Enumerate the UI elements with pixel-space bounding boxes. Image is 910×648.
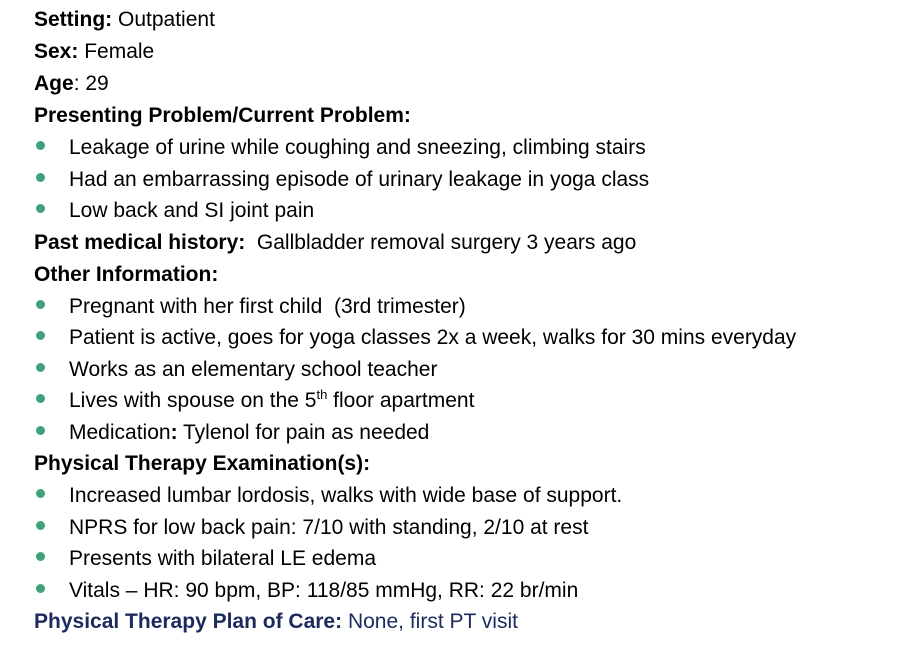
sex-line (34, 36, 894, 68)
medication-colon: : (170, 420, 178, 444)
other-information-list (34, 291, 894, 449)
bullet-icon (36, 426, 45, 435)
list-item-text: Works as an elementary school teacher (69, 357, 438, 381)
bullet-icon (36, 584, 45, 593)
bullet-icon (36, 489, 45, 498)
other-information-heading: Other Information: (34, 262, 219, 286)
presenting-problem-heading: Presenting Problem/Current Problem: (34, 104, 411, 127)
bullet-icon (36, 363, 45, 372)
list-item-text: Patient is active, goes for yoga classes 2x a week, walks for 30 mins everyday (69, 326, 797, 349)
bullet-icon (36, 173, 45, 182)
past-medical-history-value: Gallbladder removal surgery 3 years ago (256, 230, 637, 254)
plan-of-care-line (34, 606, 894, 638)
lives-text-superscript: th (316, 387, 328, 402)
list-item (34, 322, 894, 354)
list-item (34, 575, 894, 607)
list-item (34, 195, 894, 227)
list-item (34, 354, 894, 386)
list-item-text: Low back and SI joint pain (69, 199, 315, 222)
bullet-icon (36, 521, 45, 530)
lives-text-post: floor apartment (327, 389, 475, 412)
setting-label: Setting: (34, 8, 113, 31)
list-item-text: Increased lumbar lordosis, walks with wide base of support. (69, 484, 623, 507)
plan-of-care-value: None, first PT visit (347, 610, 518, 633)
list-item-text: Leakage of urine while coughing and sneezing, climbing stairs (69, 136, 646, 159)
bullet-icon (36, 394, 45, 403)
medication-label: Medication (69, 420, 171, 444)
list-item-text: Vitals – HR: 90 bpm, BP: 118/85 mmHg, RR: 22 br/min (69, 578, 579, 602)
list-item (34, 132, 894, 164)
list-item (34, 480, 894, 512)
examination-list (34, 480, 894, 606)
list-item-text: Pregnant with her first child (3rd trimester) (69, 294, 466, 318)
bullet-icon (36, 552, 45, 561)
plan-of-care-label: Physical Therapy Plan of Care: (34, 610, 343, 633)
lives-text-pre: Lives with spouse on the 5 (69, 389, 317, 412)
sex-value: Female (84, 40, 155, 63)
list-item-text: Presents with bilateral LE edema (69, 547, 376, 570)
list-item (34, 164, 894, 196)
age-value: : 29 (73, 72, 109, 95)
sex-label: Sex: (34, 40, 79, 63)
bullet-icon (36, 204, 45, 213)
list-item-text: Had an embarrassing episode of urinary leakage in yoga class (69, 167, 650, 191)
past-medical-history-line (34, 227, 894, 259)
list-item-text: NPRS for low back pain: 7/10 with standing, 2/10 at rest (69, 515, 589, 539)
list-item (34, 291, 894, 323)
setting-line (34, 4, 894, 36)
examination-heading: Physical Therapy Examination(s): (34, 452, 371, 475)
list-item (34, 512, 894, 544)
medication-value: Tylenol for pain as needed (177, 420, 430, 444)
list-item (34, 543, 894, 575)
age-label: Age (34, 72, 74, 95)
list-item (34, 385, 894, 417)
case-document (34, 4, 894, 638)
age-line (34, 68, 894, 100)
bullet-icon (36, 300, 45, 309)
bullet-icon (36, 331, 45, 340)
bullet-icon (36, 141, 45, 150)
past-medical-history-label: Past medical history: (34, 230, 246, 254)
setting-value: Outpatient (118, 8, 215, 31)
list-item (34, 417, 894, 449)
presenting-problem-list (34, 132, 894, 227)
